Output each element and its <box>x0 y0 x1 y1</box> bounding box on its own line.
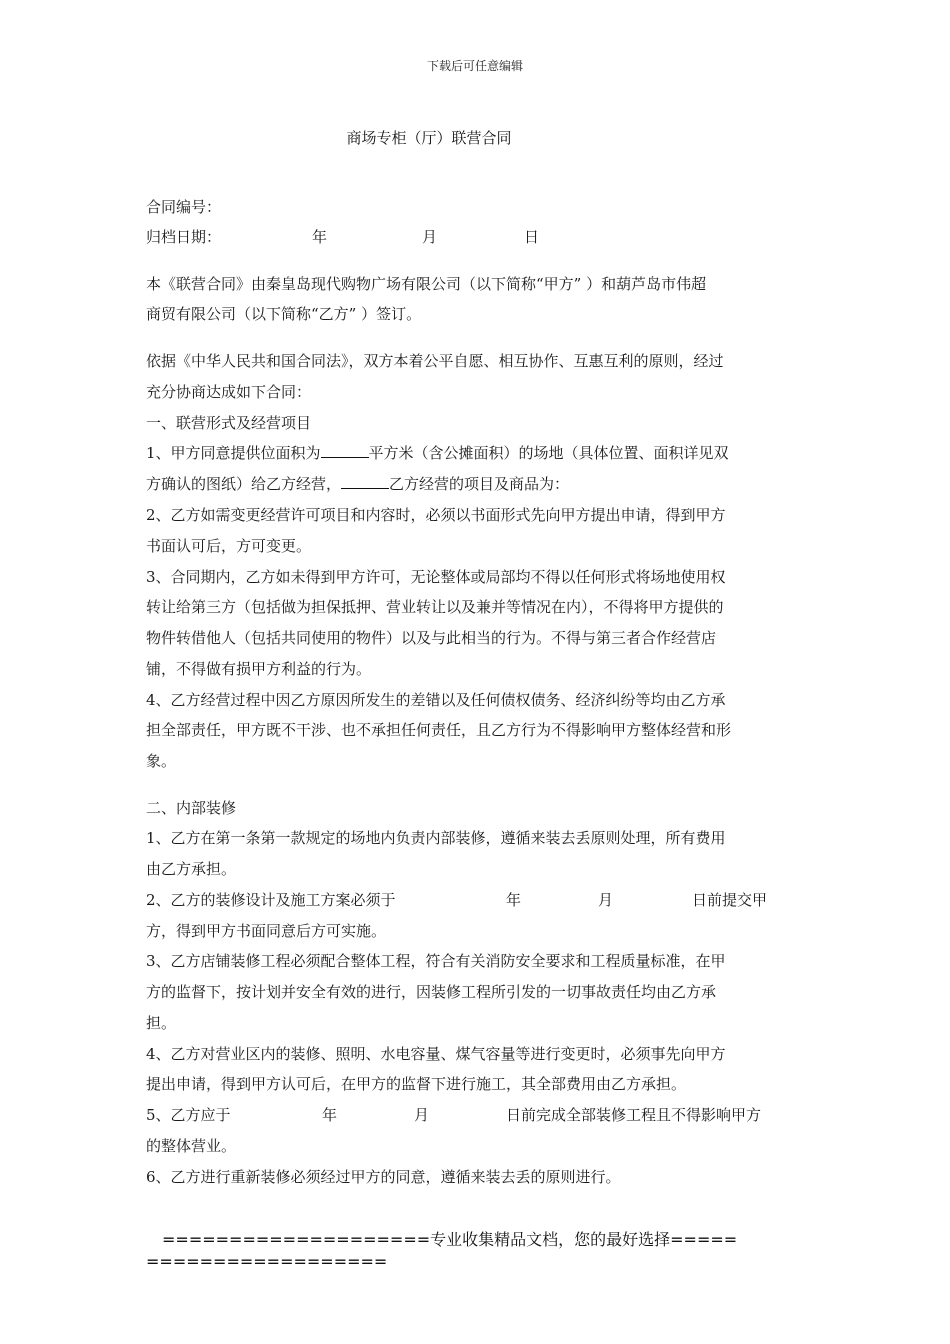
basis-line-2: 充分协商达成如下合同： <box>146 383 312 401</box>
intro-line-1: 本《联营合同》由秦皇岛现代购物广场有限公司（以下简称“甲方” ）和葫芦岛市伟超 <box>146 275 707 293</box>
section2-heading: 二、内部装修 <box>146 799 237 817</box>
section1-item1-line2 <box>146 473 806 495</box>
footer-banner-line-2: ================== <box>146 1252 388 1271</box>
archive-month: 月 <box>422 228 438 246</box>
item2-year: 年 <box>506 891 522 909</box>
section2-item6: 6、乙方进行重新装修必须经过甲方的同意，遵循来装去丢的原则进行。 <box>146 1168 621 1186</box>
item5-year: 年 <box>322 1106 338 1124</box>
intro-line-2: 商贸有限公司（以下简称“乙方” ）签订。 <box>146 305 422 323</box>
section2-item3-line3: 担。 <box>146 1014 177 1032</box>
section2-item2-line2: 方，得到甲方书面同意后方可实施。 <box>146 922 387 940</box>
item2-prefix: 2、乙方的装修设计及施工方案必须于 <box>146 891 396 909</box>
section2-item5-line2: 的整体营业。 <box>146 1137 237 1155</box>
section1-line: 物件转借他人（包括共同使用的物件）以及与此相当的行为。不得与第三者合作经营店 <box>146 629 717 647</box>
item1-text-a: 1、甲方同意提供位面积为 <box>146 444 321 462</box>
contract-number-label: 合同编号： <box>146 198 222 216</box>
archive-day: 日 <box>524 228 540 246</box>
header-note: 下载后可任意编辑 <box>426 59 523 73</box>
section1-line: 4、乙方经营过程中因乙方原因所发生的差错以及任何债权债务、经济纠纷等均由乙方承 <box>146 691 726 709</box>
section2-item4-line1: 4、乙方对营业区内的装修、照明、水电容量、煤气容量等进行变更时，必须事先向甲方 <box>146 1045 726 1063</box>
footer-banner-line-1: ====================专业收集精品文档，您的最好选择===== <box>162 1230 738 1249</box>
archive-year: 年 <box>312 228 328 246</box>
section1-line: 象。 <box>146 752 177 770</box>
item5-prefix: 5、乙方应于 <box>146 1106 231 1124</box>
section1-line: 书面认可后，方可变更。 <box>146 537 312 555</box>
item2-month: 月 <box>598 891 614 909</box>
basis-line-1: 依据《中华人民共和国合同法》，双方本着公平自愿、相互协作、互惠互利的原则，经过 <box>146 352 724 370</box>
section1-line: 3、合同期内，乙方如未得到甲方许可，无论整体或局部均不得以任何形式将场地使用权 <box>146 568 726 586</box>
item5-suffix: 日前完成全部装修工程且不得影响甲方 <box>506 1106 762 1124</box>
section2-item3-line2: 方的监督下，按计划并安全有效的进行，因装修工程所引发的一切事故责任均由乙方承 <box>146 983 717 1001</box>
item1-text-b: 平方米（含公摊面积）的场地（具体位置、面积详见双 <box>368 444 729 462</box>
section2-item4-line2: 提出申请，得到甲方认可后，在甲方的监督下进行施工，其全部费用由乙方承担。 <box>146 1075 687 1093</box>
goods-blank <box>341 474 389 489</box>
section1-line: 转让给第三方（包括做为担保抵押、营业转让以及兼并等情况在内），不得将甲方提供的 <box>146 598 724 616</box>
section2-item3-line1: 3、乙方店铺装修工程必须配合整体工程，符合有关消防安全要求和工程质量标准，在甲 <box>146 952 726 970</box>
section2-item1-line2: 由乙方承担。 <box>146 860 237 878</box>
item1-text-c: 方确认的图纸）给乙方经营， <box>146 475 342 493</box>
contract-title: 商场专柜（厅）联营合同 <box>346 129 512 147</box>
section1-line: 铺，不得做有损甲方利益的行为。 <box>146 660 372 678</box>
section1-heading: 一、联营形式及经营项目 <box>146 414 312 432</box>
item2-suffix: 日前提交甲 <box>692 891 768 909</box>
archive-date-label: 归档日期： <box>146 228 222 246</box>
item5-month: 月 <box>414 1106 430 1124</box>
item1-text-d: 乙方经营的项目及商品为： <box>389 475 570 493</box>
area-blank <box>321 443 369 458</box>
section2-item1-line1: 1、乙方在第一条第一款规定的场地内负责内部装修，遵循来装去丢原则处理，所有费用 <box>146 829 726 847</box>
section1-line: 担全部责任，甲方既不干涉、也不承担任何责任，且乙方行为不得影响甲方整体经营和形 <box>146 721 732 739</box>
section1-line: 2、乙方如需变更经营许可项目和内容时，必须以书面形式先向甲方提出申请，得到甲方 <box>146 506 726 524</box>
section1-item1-line1 <box>146 442 806 464</box>
